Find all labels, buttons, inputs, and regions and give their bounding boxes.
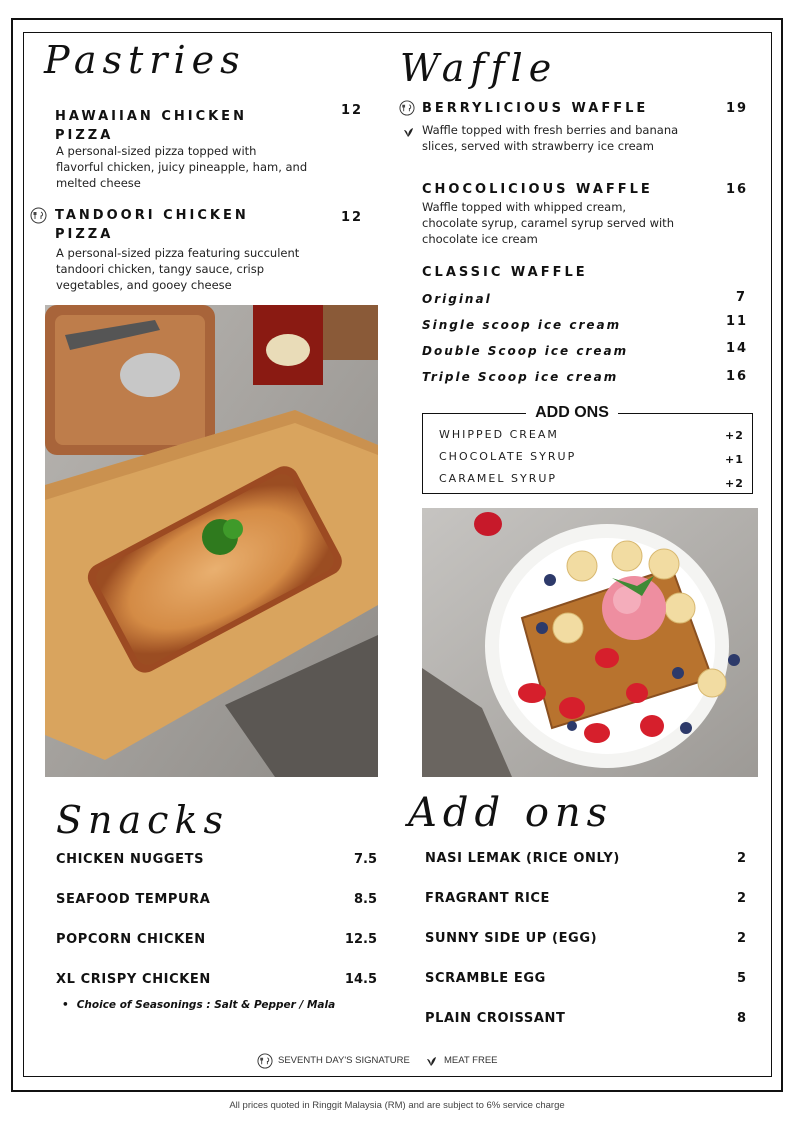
snack-popcorn-chicken: POPCORN CHICKEN [56,932,206,947]
chef-signature-icon [399,100,415,116]
addon-whipped-cream-price: +2 [725,429,744,442]
classic-option-double-scoop-price: 14 [726,341,749,356]
addon-sunny-side-up: SUNNY SIDE UP (EGG) [425,931,598,946]
waffle-photo [422,508,758,777]
tandoori-pizza-desc-line2: tandoori chicken, tangy sauce, crisp [56,262,265,276]
chocolicious-waffle-desc-line2: chocolate syrup, caramel syrup served with [422,216,674,230]
snack-chicken-nuggets-price: 7.5 [353,852,377,867]
classic-option-single-scoop-price: 11 [726,314,749,329]
tandoori-pizza-name-line1: TANDOORI CHICKEN [55,208,249,223]
addon-chocolate-syrup: CHOCOLATE SYRUP [439,450,577,463]
tandoori-pizza-desc-line3: vegetables, and gooey cheese [56,278,232,292]
leaf-icon [425,1055,437,1067]
waffle-addons-title: ADD ONS [526,404,618,422]
chef-signature-icon [257,1053,273,1069]
chocolicious-waffle-name: CHOCOLICIOUS WAFFLE [422,182,653,197]
addon-nasi-lemak-price: 2 [736,851,746,866]
price-disclaimer-footer: All prices quoted in Ringgit Malaysia (RM) and are subject to 6% service charge [229,1100,565,1111]
addon-caramel-syrup-price: +2 [725,477,744,490]
addon-plain-croissant-price: 8 [736,1011,746,1026]
snack-seafood-tempura: SEAFOOD TEMPURA [56,892,211,907]
hawaiian-pizza-price: 12 [341,103,364,118]
chocolicious-waffle-desc-line3: chocolate ice cream [422,232,538,246]
classic-option-original-price: 7 [736,290,748,305]
snack-seasoning-note: • Choice of Seasonings : Salt & Pepper / Mala [62,999,335,1011]
waffle-heading: Waffle [400,46,558,90]
leaf-icon [402,126,414,138]
addon-fragrant-rice: FRAGRANT RICE [425,891,551,906]
hawaiian-pizza-desc-line3: melted cheese [56,176,141,190]
hawaiian-pizza-desc-line2: flavorful chicken, juicy pineapple, ham, and [56,160,308,174]
addon-plain-croissant: PLAIN CROISSANT [425,1011,566,1026]
classic-waffle-title: CLASSIC WAFFLE [422,265,588,280]
snack-popcorn-chicken-price: 12.5 [344,932,377,947]
addon-nasi-lemak: NASI LEMAK (RICE ONLY) [425,851,620,866]
legend-signature-label: SEVENTH DAY'S SIGNATURE [278,1055,410,1066]
addons-box-top-left-line [422,413,526,414]
hawaiian-pizza-desc-line1: A personal-sized pizza topped with [56,144,257,158]
snack-xl-crispy-chicken-price: 14.5 [344,972,377,987]
classic-option-triple-scoop: Triple Scoop ice cream [422,370,619,384]
chocolicious-waffle-price: 16 [726,182,749,197]
tandoori-pizza-desc-line1: A personal-sized pizza featuring succulent [56,246,300,260]
pizza-photo [45,305,378,777]
berrylicious-waffle-desc-line2: slices, served with strawberry ice cream [422,139,654,153]
berrylicious-waffle-name: BERRYLICIOUS WAFFLE [422,101,649,116]
legend-meat-free-label: MEAT FREE [444,1055,498,1066]
addon-caramel-syrup: CARAMEL SYRUP [439,472,558,485]
addon-scramble-egg: SCRAMBLE EGG [425,971,546,986]
snack-xl-crispy-chicken: XL CRISPY CHICKEN [56,972,211,987]
add-ons-heading: Add ons [408,790,614,836]
classic-option-double-scoop: Double Scoop ice cream [422,344,629,358]
addons-box-top-right-line [618,413,753,414]
classic-option-single-scoop: Single scoop ice cream [422,318,622,332]
addon-whipped-cream: WHIPPED CREAM [439,428,559,441]
classic-option-triple-scoop-price: 16 [726,369,749,384]
chef-signature-icon [30,207,47,224]
berrylicious-waffle-desc-line1: Waffle topped with fresh berries and banana [422,123,679,137]
snack-chicken-nuggets: CHICKEN NUGGETS [56,852,205,867]
berrylicious-waffle-price: 19 [726,101,749,116]
snack-seafood-tempura-price: 8.5 [353,892,377,907]
hawaiian-pizza-name-line1: HAWAIIAN CHICKEN [55,109,247,124]
addon-sunny-side-up-price: 2 [736,931,746,946]
addon-fragrant-rice-price: 2 [736,891,746,906]
hawaiian-pizza-name-line2: PIZZA [55,128,114,143]
tandoori-pizza-price: 12 [341,210,364,225]
chocolicious-waffle-desc-line1: Waffle topped with whipped cream, [422,200,627,214]
addon-scramble-egg-price: 5 [736,971,746,986]
tandoori-pizza-name-line2: PIZZA [55,227,114,242]
classic-option-original: Original [422,292,492,306]
pastries-heading: Pastries [44,38,246,82]
addon-chocolate-syrup-price: +1 [725,453,744,466]
snacks-heading: Snacks [56,798,229,842]
